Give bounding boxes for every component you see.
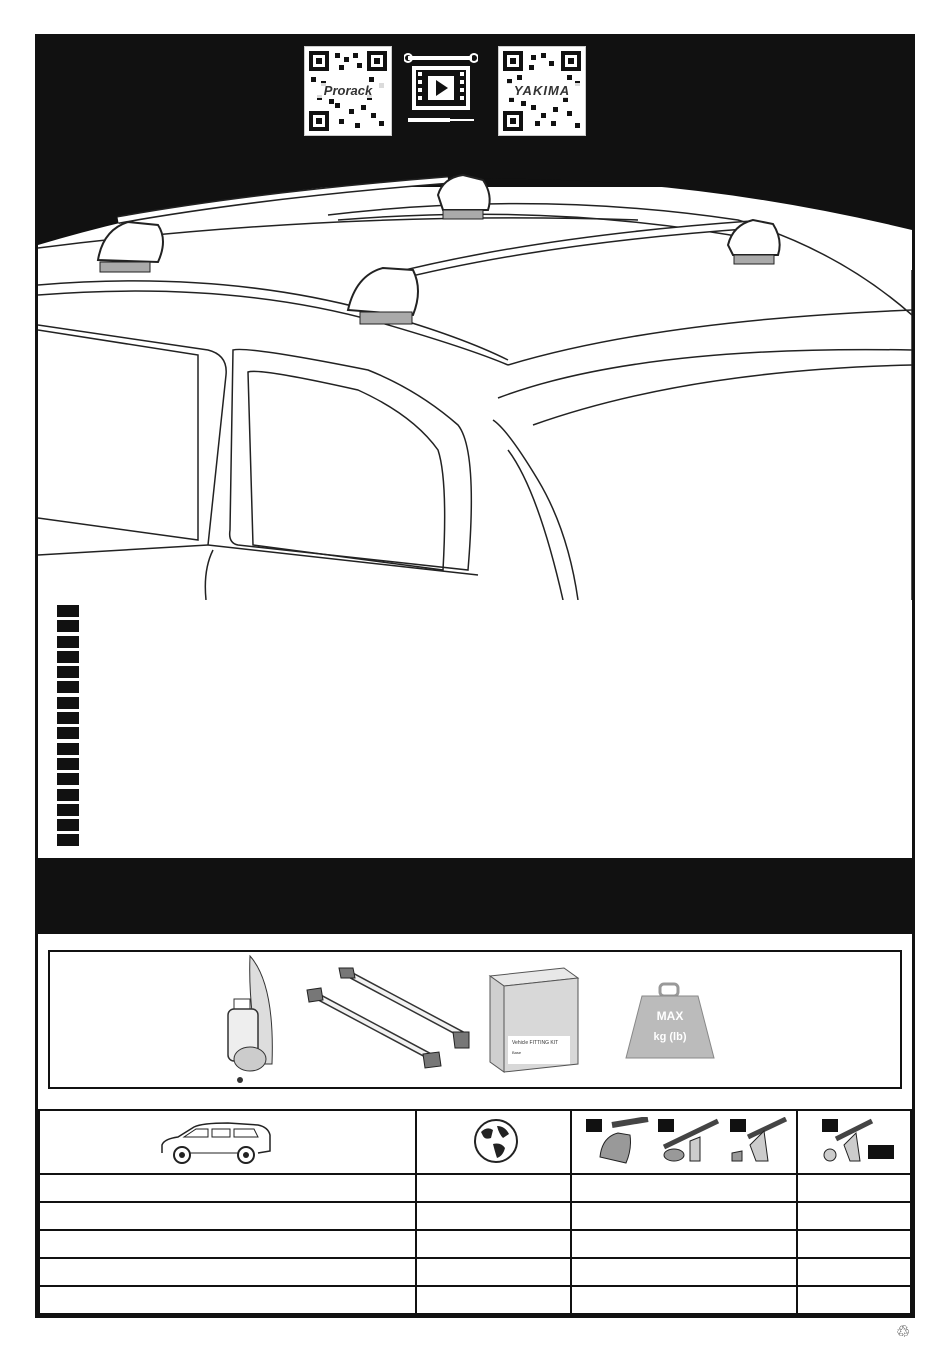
language-marker	[57, 727, 79, 739]
table-row	[39, 1258, 911, 1286]
globe-icon	[473, 1118, 519, 1164]
language-marker	[57, 773, 79, 785]
feature-panel	[48, 950, 902, 1089]
extra-foot-column-header	[797, 1110, 911, 1174]
table-cell	[416, 1230, 571, 1258]
max-label: MAX	[656, 1009, 684, 1023]
language-marker	[57, 651, 79, 663]
table-row	[39, 1230, 911, 1258]
language-marker	[57, 819, 79, 831]
table-cell	[39, 1174, 416, 1202]
language-marker	[57, 636, 79, 648]
language-marker	[57, 743, 79, 755]
title-band	[38, 858, 912, 934]
language-marker	[57, 620, 79, 632]
qr-code-yakima[interactable]	[498, 46, 586, 136]
language-marker	[57, 681, 79, 693]
language-marker-column	[57, 605, 79, 850]
table-cell	[797, 1286, 911, 1314]
table-cell	[416, 1174, 571, 1202]
qr-code-prorack[interactable]	[304, 46, 392, 136]
kit-box-sublabel: Base	[512, 1050, 522, 1055]
table-row	[39, 1202, 911, 1230]
table-cell	[797, 1202, 911, 1230]
table-header-row	[39, 1110, 911, 1174]
car-column-header	[39, 1110, 416, 1174]
language-marker	[57, 666, 79, 678]
table-cell	[39, 1202, 416, 1230]
raised-rail-foot-icon	[820, 1117, 874, 1167]
table-cell	[571, 1230, 797, 1258]
max-weight-icon	[624, 982, 716, 1062]
table-row	[39, 1286, 911, 1314]
recycle-icon: ♲	[896, 1324, 911, 1341]
roof-rack-on-car-illustration	[38, 150, 912, 600]
table-cell	[416, 1286, 571, 1314]
flush-foot-icon	[592, 1117, 650, 1167]
car-icon	[158, 1121, 274, 1165]
table-cell	[571, 1286, 797, 1314]
region-column-header	[416, 1110, 571, 1174]
qr-brand-label: YAKIMA	[499, 83, 585, 98]
vehicle-fit-table	[38, 1109, 912, 1315]
foot-type-column-header	[571, 1110, 797, 1174]
language-marker	[57, 834, 79, 846]
table-cell	[416, 1258, 571, 1286]
video-play-icon[interactable]	[404, 48, 478, 128]
language-marker	[57, 712, 79, 724]
table-cell	[571, 1258, 797, 1286]
table-cell	[416, 1202, 571, 1230]
table-row	[39, 1174, 911, 1202]
kit-box-label: Vehicle FITTING KIT	[512, 1040, 559, 1046]
wing-foot-icon	[660, 1117, 722, 1167]
table-cell	[571, 1202, 797, 1230]
language-marker	[57, 697, 79, 709]
table-cell	[797, 1258, 911, 1286]
qr-brand-label: Prorack	[305, 83, 391, 98]
language-marker	[57, 804, 79, 816]
table-cell	[39, 1230, 416, 1258]
table-cell	[39, 1258, 416, 1286]
table-cell	[571, 1174, 797, 1202]
fitting-kit-box-icon	[488, 966, 580, 1074]
crossbar-pair-icon	[305, 966, 475, 1072]
table-cell	[797, 1174, 911, 1202]
language-marker	[57, 789, 79, 801]
language-marker	[57, 605, 79, 617]
language-marker	[57, 758, 79, 770]
weight-unit-label: kg (lb)	[653, 1031, 687, 1043]
table-cell	[797, 1230, 911, 1258]
rail-foot-icon	[728, 1117, 788, 1167]
table-cell	[39, 1286, 416, 1314]
luggage-icon	[220, 954, 290, 1086]
